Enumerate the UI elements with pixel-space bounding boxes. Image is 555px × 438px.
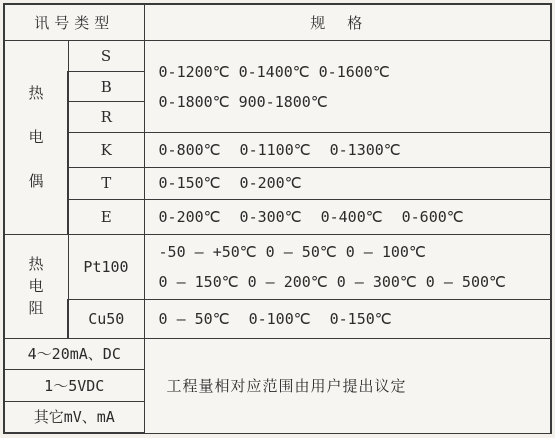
pt100-line-2: [159, 267, 551, 297]
thermocouple-char-1: 热: [28, 84, 44, 103]
spec-table-frame: [3, 3, 550, 434]
signal-note: 工程量相对应范围由用户提出议定: [144, 338, 551, 433]
rtd-char-1: 热: [28, 255, 44, 274]
range-value: 0-400℃: [320, 207, 383, 226]
thermocouple-char-2: 电: [28, 128, 44, 147]
k-ranges: [144, 132, 551, 167]
range-value: -50 — +50℃: [158, 242, 257, 261]
header-row: [4, 4, 551, 41]
pt100-ranges: [144, 234, 551, 299]
thermocouple-label: [4, 41, 68, 235]
range-value: 0 — 50℃: [265, 242, 337, 261]
code-s: S: [68, 41, 144, 72]
signal-other: 其它mV、mA: [4, 401, 144, 433]
cu50-ranges: [144, 299, 551, 338]
thermocouple-char-3: 偶: [28, 172, 44, 191]
range-value: 0-150℃: [329, 309, 392, 328]
row-e: [4, 200, 551, 235]
header-spec: 规格: [144, 4, 551, 41]
range-value: 0 — 100℃: [345, 242, 426, 261]
rtd-char-2: 电: [28, 277, 44, 296]
sbr-line-1: [159, 57, 551, 87]
range-value: 0 — 200℃: [247, 272, 328, 291]
rtd-char-3: 阻: [28, 299, 44, 318]
range-value: 0-1200℃: [158, 62, 230, 81]
range-value: 0-1800℃: [158, 92, 230, 111]
code-b: B: [68, 71, 144, 102]
row-t: [4, 167, 551, 200]
row-s: [4, 41, 551, 72]
code-t: T: [68, 167, 144, 200]
range-value: 0-200℃: [158, 207, 221, 226]
row-pt100: [4, 234, 551, 299]
code-cu50: Cu50: [68, 299, 144, 338]
code-k: K: [68, 132, 144, 167]
range-value: 0-200℃: [239, 174, 302, 193]
range-value: 0-800℃: [158, 140, 221, 159]
pt100-line-1: [159, 237, 551, 267]
range-value: 0 — 300℃: [336, 272, 417, 291]
range-value: 900-1800℃: [238, 92, 328, 111]
range-value: 0 — 150℃: [158, 272, 239, 291]
range-value: 0 — 500℃: [425, 272, 506, 291]
range-value: 0-100℃: [248, 309, 311, 328]
rtd-label: [4, 234, 68, 338]
row-current: [4, 338, 551, 370]
sbr-ranges: [144, 41, 551, 133]
range-value: 0-600℃: [401, 207, 464, 226]
range-value: 0-1600℃: [318, 62, 390, 81]
header-signal-type: 讯号类型: [4, 4, 144, 41]
code-pt100: Pt100: [68, 234, 144, 299]
range-value: 0-1100℃: [239, 140, 311, 159]
range-value: 0-150℃: [158, 174, 221, 193]
range-value: 0-1400℃: [238, 62, 310, 81]
range-value: 0-1300℃: [329, 140, 401, 159]
signal-voltage: 1～5VDC: [4, 370, 144, 402]
sbr-line-2: [159, 87, 551, 117]
range-value: 0 — 50℃: [158, 309, 230, 328]
row-cu50: [4, 299, 551, 338]
signal-current: 4～20mA、DC: [4, 338, 144, 370]
e-ranges: [144, 200, 551, 235]
signal-spec-table: [3, 3, 552, 434]
code-e: E: [68, 200, 144, 235]
t-ranges: [144, 167, 551, 200]
row-k: [4, 132, 551, 167]
code-r: R: [68, 102, 144, 133]
range-value: 0-300℃: [239, 207, 302, 226]
